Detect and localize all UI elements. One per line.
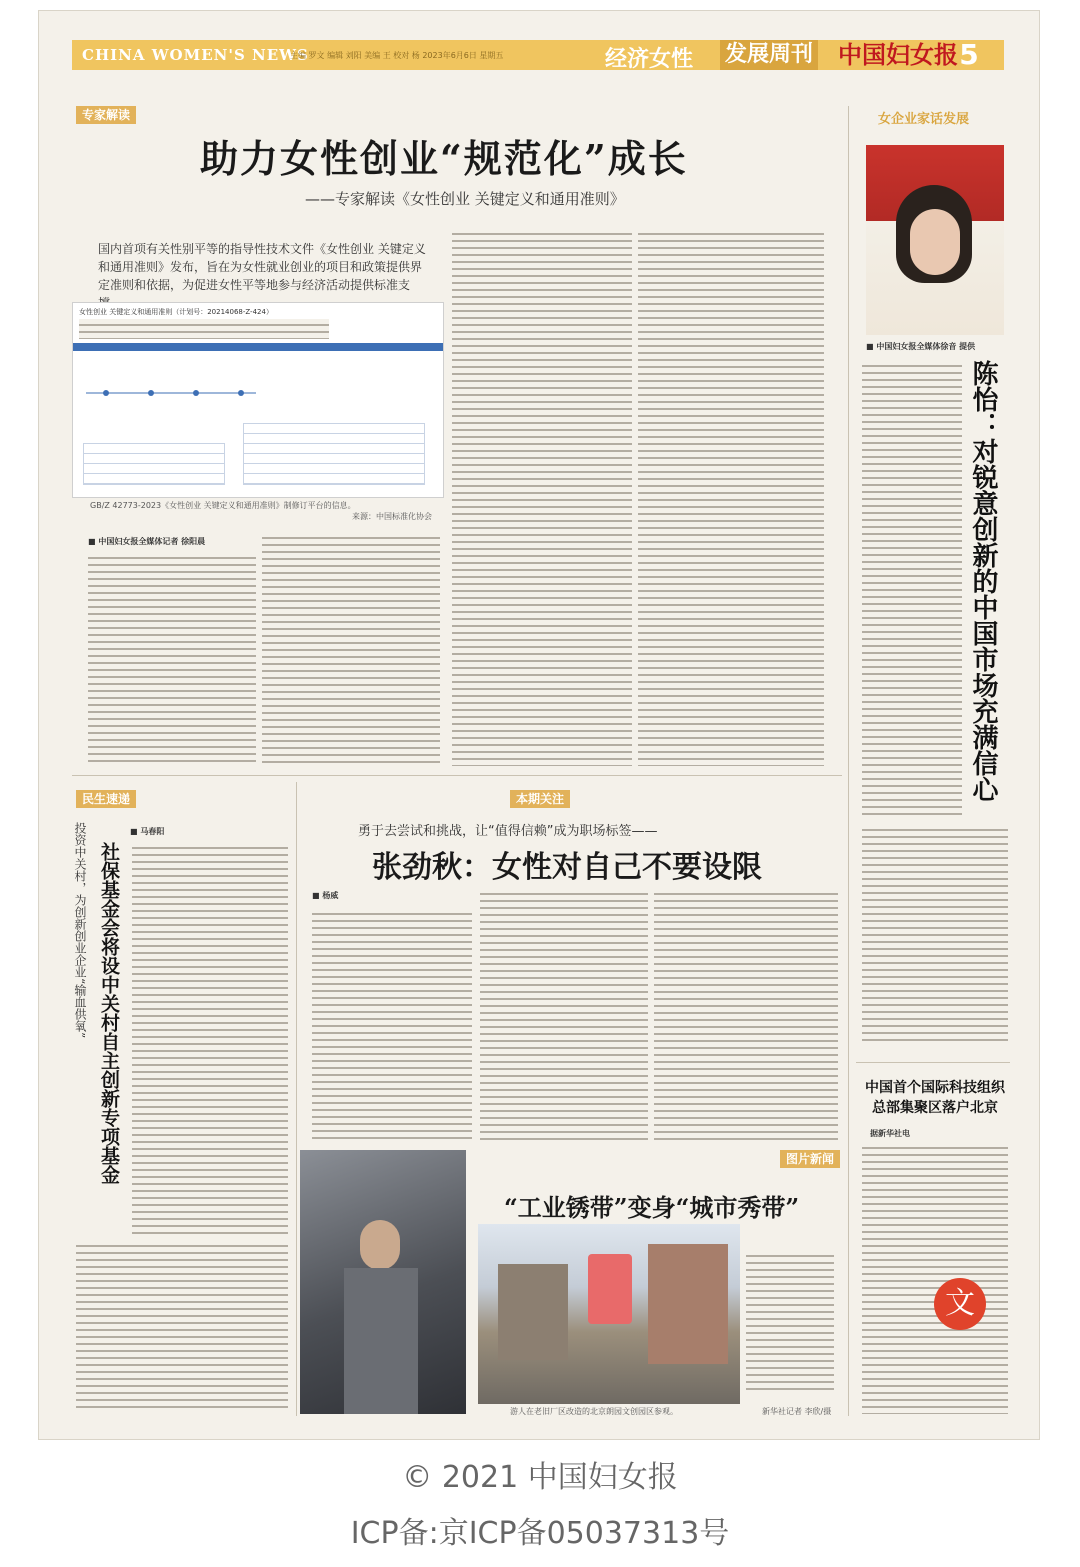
brief-body-top [132, 842, 288, 1238]
masthead-section: 经济女性 [605, 47, 694, 72]
article2-body-column-3 [654, 888, 838, 1140]
section-tag: 女企业家话发展 [878, 112, 970, 127]
icp-text: ICP备:京ICP备05037313号 [350, 1516, 730, 1551]
masthead-english-title: CHINA WOMEN'S NEWS [82, 46, 309, 64]
screenshot-table [243, 423, 425, 485]
column-divider-left [296, 782, 297, 1416]
brief-body [862, 1142, 1008, 1414]
interview-body-top [862, 360, 962, 820]
masthead-staff-line: 主编 罗文 编辑 刘阳 美编 王 校对 杨 2023年6月6日 星期五 [290, 51, 504, 60]
photo-credit: 新华社记者 李欣/摄 [762, 1407, 832, 1416]
timeline-chart [81, 363, 261, 423]
portrait-body [344, 1268, 418, 1414]
screenshot-title: 女性创业 关键定义和通用准则（计划号：20214068-Z-424） [79, 308, 273, 316]
red-sculpture [588, 1254, 632, 1324]
article-byline: ■ 中国妇女报全媒体记者 徐阳晨 [88, 537, 206, 546]
article-headline: 助力女性创业“规范化”成长 [200, 136, 688, 181]
screenshot-tab-bar [73, 343, 443, 351]
brief-body-bottom [76, 1240, 288, 1412]
photo-caption: 游人在老旧厂区改造的北京朗园文创园区参观。 [510, 1407, 678, 1416]
interview-headline: 陈怡：对锐意创新的中国市场充满信心 [968, 360, 998, 802]
article-lead: 国内首项有关性别平等的指导性技术文件《女性创业 关键定义和通用准则》发布，旨在为女性就业创业的项目和政策提供界定准则和依据，为促进女性平等地参与经济活动提供标准支 [98, 242, 426, 292]
brief-subheadline: 投资中关村，为创新创业企业“输血供氧” [73, 822, 87, 1039]
park-photo [478, 1224, 740, 1404]
portrait-caption: ■ 中国妇女报全媒体徐音 提供 [866, 342, 976, 351]
article-subheadline: 勇于去尝试和挑战，让“值得信赖”成为职场标签—— [358, 824, 658, 839]
section-tag: 专家解读 [76, 106, 136, 124]
interview-body-bottom [862, 824, 1008, 1042]
section-tag: 本期关注 [510, 790, 570, 808]
article2-body-column-2 [480, 888, 648, 1140]
article-body-column-2 [262, 532, 440, 766]
brief-headline: 社保基金会将设中关村自主创新专项基金 [98, 842, 120, 1184]
copyright-text: © 2021 中国妇女报 [402, 1460, 678, 1495]
section-divider [72, 775, 842, 776]
article-byline: ■ 杨威 [312, 891, 339, 900]
photo-news-headline: “工业锈带”变身“城市秀带” [504, 1193, 800, 1222]
image-source: 来源：中国标准化协会 [352, 512, 432, 521]
building-right [648, 1244, 728, 1364]
section-tag: 图片新闻 [780, 1150, 840, 1168]
newspaper-logo: 中国妇女报 [838, 40, 958, 69]
standard-platform-screenshot [72, 302, 444, 498]
screenshot-info-lines [79, 319, 329, 339]
wen-badge[interactable]: 文 [934, 1278, 986, 1330]
article-subheadline: ——专家解读《女性创业 关键定义和通用准则》 [305, 190, 625, 208]
section-tag: 民生速递 [76, 790, 136, 808]
image-caption: GB/Z 42773-2023《女性创业 关键定义和通用准则》制修订平台的信息。 [90, 501, 356, 510]
screenshot-table-small [83, 443, 225, 485]
photo-news-body [746, 1250, 834, 1390]
article2-body-column-1 [312, 908, 472, 1140]
article-body-column-4 [638, 228, 824, 766]
article-headline: 张劲秋：女性对自己不要设限 [372, 850, 762, 885]
article-body-column-1 [88, 552, 256, 766]
portrait-face [910, 209, 960, 275]
portrait-face [360, 1220, 400, 1270]
brief-byline: 据新华社电 [870, 1129, 910, 1138]
building-left [498, 1264, 568, 1360]
page-number: 5 [959, 38, 979, 71]
portrait-photo [300, 1150, 466, 1414]
column-divider-right [848, 106, 849, 1416]
right-divider [856, 1062, 1010, 1063]
portrait-hair [896, 185, 972, 283]
brief-headline: 中国首个国际科技组织总部集聚区落户北京 [865, 1080, 1005, 1116]
brief-byline: ■ 马春阳 [130, 827, 165, 836]
entrepreneur-portrait [866, 145, 1004, 335]
masthead-weekly: 发展周刊 [720, 40, 818, 70]
article-body-column-3 [452, 228, 632, 766]
